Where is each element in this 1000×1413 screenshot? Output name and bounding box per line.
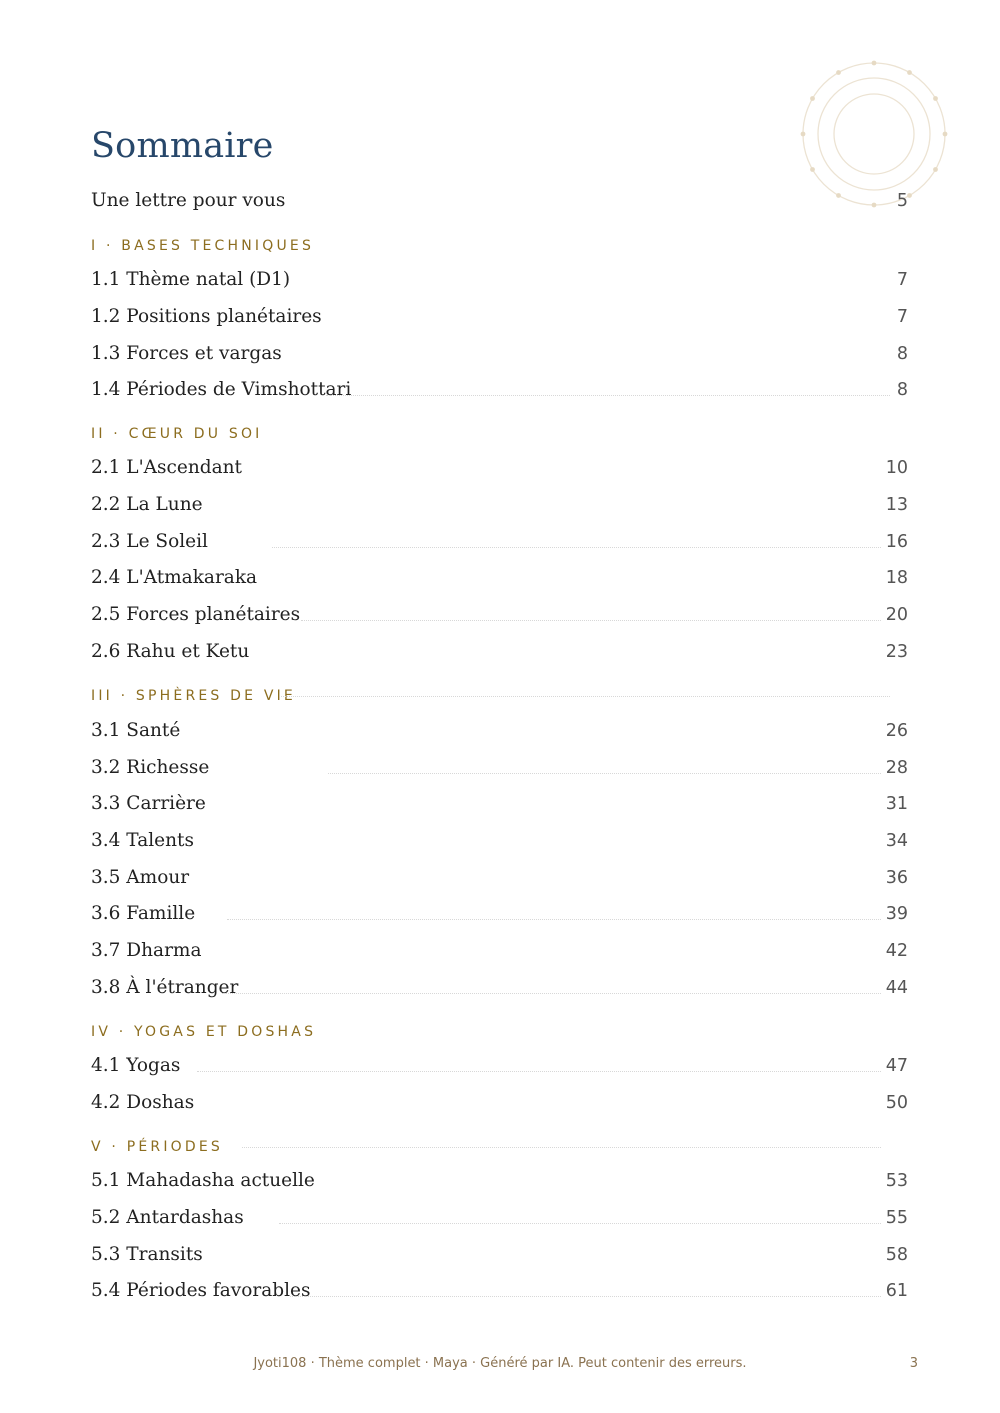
toc-entry-page: 16 bbox=[885, 532, 908, 552]
toc-entry-3-6[interactable] bbox=[91, 899, 908, 929]
toc-entry-intro[interactable] bbox=[91, 186, 908, 216]
toc-entry-label: 3.8 À l'étranger bbox=[91, 977, 239, 998]
toc-entry-1-3[interactable] bbox=[91, 339, 908, 369]
toc-entry-page: 20 bbox=[885, 605, 908, 625]
toc-entry-page: 26 bbox=[885, 721, 908, 741]
toc-entry-1-2[interactable] bbox=[91, 302, 908, 332]
section-heading-bases-techniques bbox=[91, 235, 908, 257]
toc-entry-page: 10 bbox=[885, 458, 908, 478]
toc-entry-2-3[interactable] bbox=[91, 527, 908, 557]
toc-entry-label: 5.4 Périodes favorables bbox=[91, 1280, 311, 1301]
ornament-dot bbox=[872, 61, 877, 66]
dotted-leader bbox=[301, 620, 881, 621]
ornament-dot bbox=[943, 132, 948, 137]
toc-entry-page: 36 bbox=[885, 868, 908, 888]
toc-entry-page: 13 bbox=[885, 495, 908, 515]
ornament-dot bbox=[933, 167, 938, 172]
toc-entry-page: 53 bbox=[885, 1171, 908, 1191]
toc-entry-page: 44 bbox=[885, 978, 908, 998]
toc-entry-4-1[interactable] bbox=[91, 1051, 908, 1081]
toc-entry-1-1[interactable] bbox=[91, 265, 908, 295]
toc-entry-label: 1.4 Périodes de Vimshottari bbox=[91, 379, 352, 400]
toc-entry-2-6[interactable] bbox=[91, 637, 908, 667]
toc-entry-label: 2.4 L'Atmakaraka bbox=[91, 567, 258, 588]
dotted-leader bbox=[197, 1071, 881, 1072]
toc-entry-page: 7 bbox=[896, 270, 908, 290]
page-title: Sommaire bbox=[91, 126, 274, 166]
toc-entry-label: 3.5 Amour bbox=[91, 867, 190, 888]
dotted-leader bbox=[222, 993, 881, 994]
dotted-leader bbox=[227, 919, 881, 920]
ornament-dot bbox=[907, 70, 912, 75]
section-heading-coeur-du-soi bbox=[91, 423, 908, 445]
toc-entry-3-5[interactable] bbox=[91, 863, 908, 893]
toc-entry-page: 34 bbox=[885, 831, 908, 851]
section-heading-label: I · BASES TECHNIQUES bbox=[91, 238, 315, 254]
toc-entry-label: 5.1 Mahadasha actuelle bbox=[91, 1170, 315, 1191]
toc-entry-label: 3.2 Richesse bbox=[91, 757, 210, 778]
section-heading-label: V · PÉRIODES bbox=[91, 1139, 224, 1155]
toc-entry-label: 3.3 Carrière bbox=[91, 793, 206, 814]
dotted-leader bbox=[326, 395, 890, 396]
toc-entry-3-3[interactable] bbox=[91, 789, 908, 819]
toc-entry-label: 5.3 Transits bbox=[91, 1244, 203, 1265]
toc-entry-page: 39 bbox=[885, 904, 908, 924]
toc-entry-4-2[interactable] bbox=[91, 1088, 908, 1118]
toc-entry-label: 3.7 Dharma bbox=[91, 940, 202, 961]
dotted-leader bbox=[242, 1147, 881, 1148]
toc-entry-label: 1.2 Positions planétaires bbox=[91, 306, 322, 327]
toc-entry-page: 5 bbox=[896, 191, 908, 211]
toc-entry-2-4[interactable] bbox=[91, 563, 908, 593]
dotted-leader bbox=[272, 547, 881, 548]
toc-entry-5-4[interactable] bbox=[91, 1276, 908, 1306]
dotted-leader bbox=[279, 1223, 881, 1224]
toc-entry-label: 5.2 Antardashas bbox=[91, 1207, 244, 1228]
toc-entry-5-3[interactable] bbox=[91, 1240, 908, 1270]
toc-entry-page: 58 bbox=[885, 1245, 908, 1265]
toc-entry-label: 2.5 Forces planétaires bbox=[91, 604, 301, 625]
toc-entry-2-5[interactable] bbox=[91, 600, 908, 630]
toc-entry-page: 8 bbox=[896, 344, 908, 364]
toc-entry-label: 3.4 Talents bbox=[91, 830, 194, 851]
toc-entry-page: 50 bbox=[885, 1093, 908, 1113]
toc-entry-3-8[interactable] bbox=[91, 973, 908, 1003]
toc-entry-2-1[interactable] bbox=[91, 453, 908, 483]
section-heading-label: IV · YOGAS ET DOSHAS bbox=[91, 1024, 317, 1040]
toc-entry-label: 2.1 L'Ascendant bbox=[91, 457, 242, 478]
section-heading-spheres-de-vie bbox=[91, 685, 908, 707]
toc-entry-page: 55 bbox=[885, 1208, 908, 1228]
toc-entry-label: 4.2 Doshas bbox=[91, 1092, 195, 1113]
toc-entry-3-4[interactable] bbox=[91, 826, 908, 856]
toc-entry-label: 1.3 Forces et vargas bbox=[91, 343, 282, 364]
toc-entry-page: 23 bbox=[885, 642, 908, 662]
section-heading-periodes bbox=[91, 1136, 908, 1158]
toc-entry-page: 7 bbox=[896, 307, 908, 327]
toc-entry-label: 3.1 Santé bbox=[91, 720, 181, 741]
ornament-dot bbox=[933, 96, 938, 101]
footer-page-number: 3 bbox=[909, 1356, 918, 1371]
toc-entry-5-2[interactable] bbox=[91, 1203, 908, 1233]
toc-entry-3-2[interactable] bbox=[91, 753, 908, 783]
dotted-leader bbox=[290, 1296, 881, 1297]
toc-entry-3-1[interactable] bbox=[91, 716, 908, 746]
toc-entry-2-2[interactable] bbox=[91, 490, 908, 520]
toc-entry-label: 2.6 Rahu et Ketu bbox=[91, 641, 250, 662]
toc-entry-page: 61 bbox=[885, 1281, 908, 1301]
toc-entry-label: 2.2 La Lune bbox=[91, 494, 203, 515]
ornament-dot bbox=[810, 96, 815, 101]
toc-entry-label: 1.1 Thème natal (D1) bbox=[91, 269, 291, 290]
toc-entry-page: 18 bbox=[885, 568, 908, 588]
toc-entry-3-7[interactable] bbox=[91, 936, 908, 966]
toc-entry-label: 3.6 Famille bbox=[91, 903, 196, 924]
toc-entry-5-1[interactable] bbox=[91, 1166, 908, 1196]
dotted-leader bbox=[328, 773, 881, 774]
ornament-dot bbox=[810, 167, 815, 172]
toc-entry-page: 47 bbox=[885, 1056, 908, 1076]
ornament-dot bbox=[836, 70, 841, 75]
toc-entry-1-4[interactable] bbox=[91, 375, 908, 405]
toc-entry-page: 28 bbox=[885, 758, 908, 778]
toc-entry-label: 4.1 Yogas bbox=[91, 1055, 181, 1076]
toc-entry-page: 42 bbox=[885, 941, 908, 961]
dotted-leader bbox=[281, 696, 890, 697]
toc-entry-label: Une lettre pour vous bbox=[91, 190, 286, 211]
ornament-dot bbox=[801, 132, 806, 137]
section-heading-yogas-et-doshas bbox=[91, 1021, 908, 1043]
toc-entry-label: 2.3 Le Soleil bbox=[91, 531, 208, 552]
toc-entry-page: 31 bbox=[885, 794, 908, 814]
toc-entry-page: 8 bbox=[896, 380, 908, 400]
section-heading-label: II · CŒUR DU SOI bbox=[91, 426, 263, 442]
footer-text: Jyoti108 · Thème complet · Maya · Généré par IA. Peut contenir des erreurs. bbox=[253, 1356, 747, 1371]
section-heading-label: III · SPHÈRES DE VIE bbox=[91, 688, 296, 704]
